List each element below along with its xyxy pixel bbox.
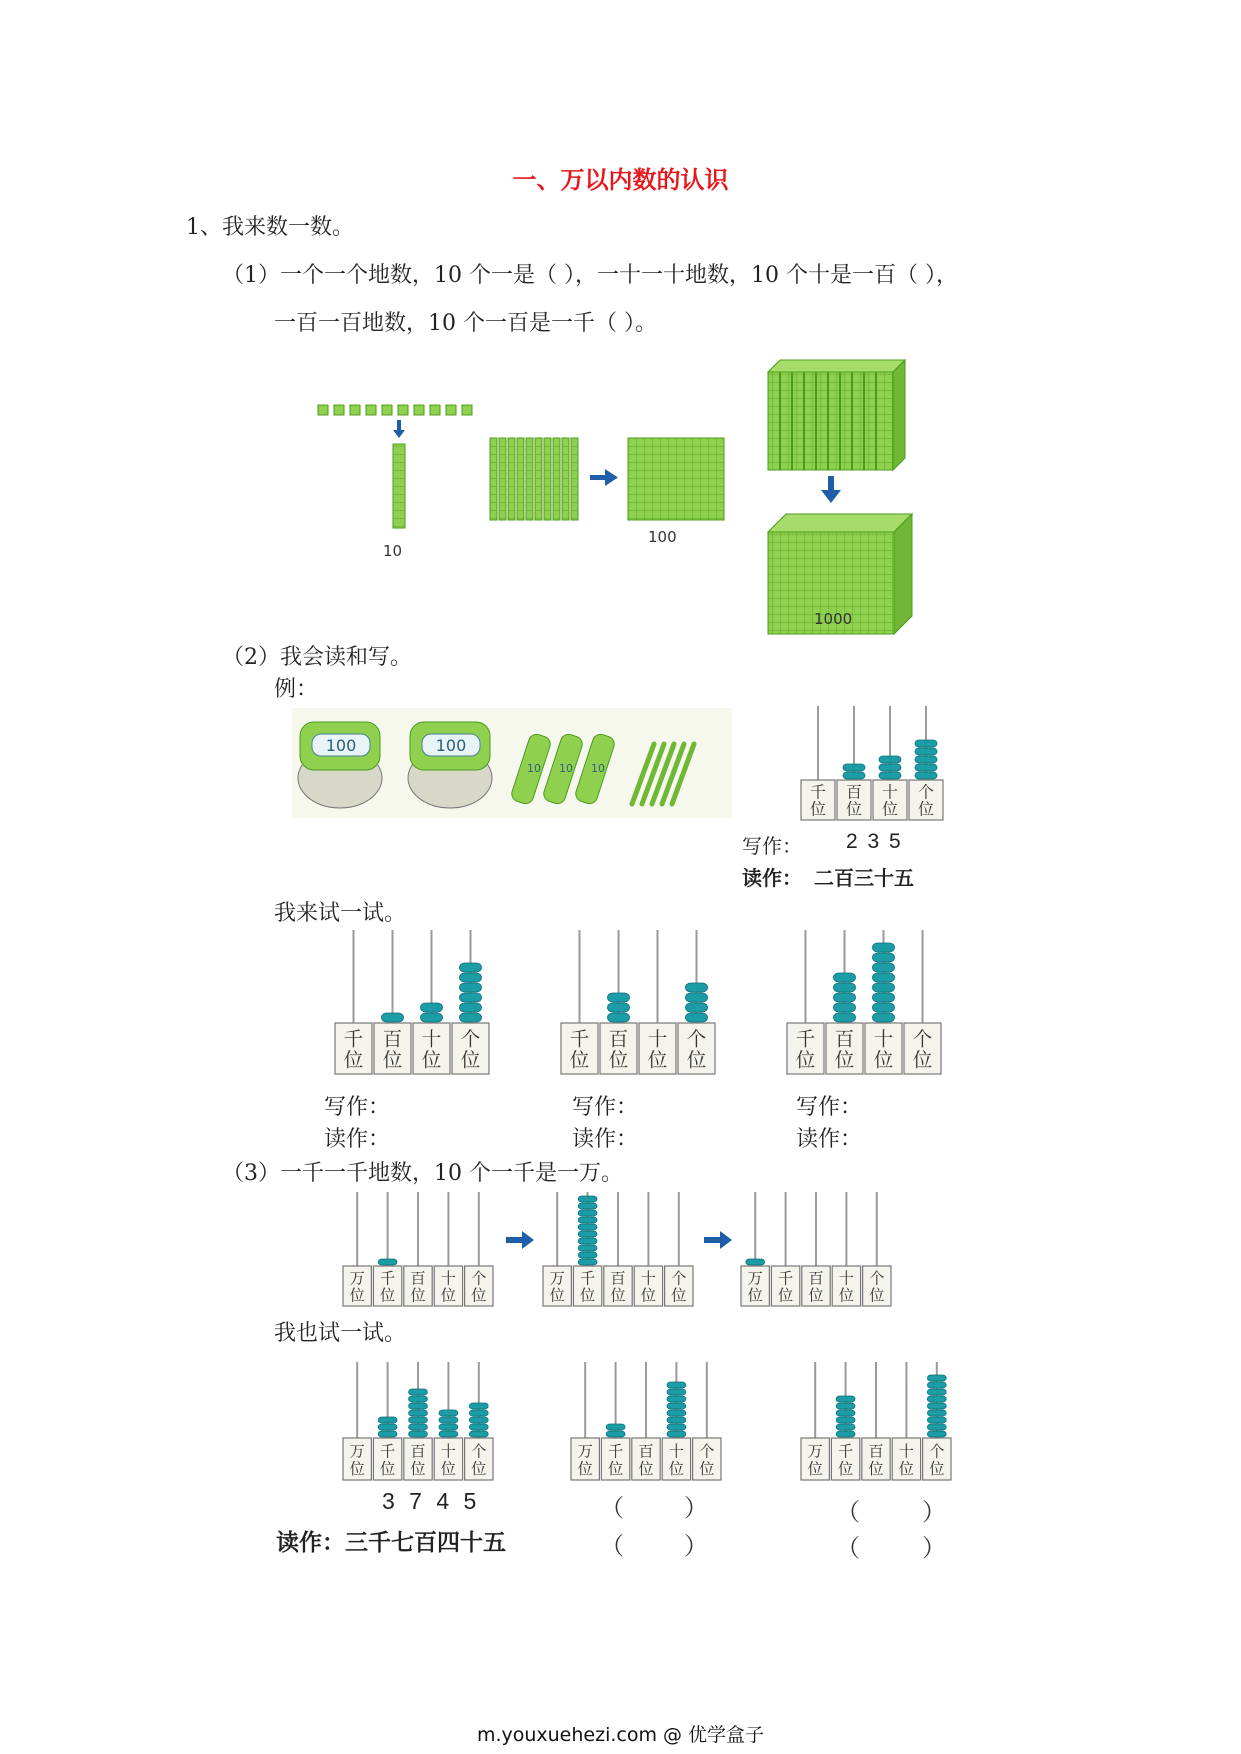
abacus-bead bbox=[686, 1013, 708, 1022]
abacus-place-label: 百 bbox=[610, 1269, 626, 1288]
abacus-place-label: 十 bbox=[873, 1027, 894, 1051]
abacus-bead bbox=[843, 764, 865, 771]
hundred-flats-stack bbox=[768, 360, 905, 470]
abacus-place-label: 位 bbox=[747, 1286, 763, 1305]
try1-write-label-3: 写作： bbox=[796, 1095, 863, 1120]
q1-part1-line1: （1）一个一个地数，10 个一是（ ），一十一十地数，10 个十是一百（ ）， bbox=[222, 263, 958, 288]
abacus-place-label: 位 bbox=[810, 799, 826, 819]
abacus-place-label: 百 bbox=[808, 1269, 824, 1288]
q1-part2-heading: （2）我会读和写。 bbox=[222, 645, 412, 670]
abacus-bead bbox=[578, 1245, 597, 1251]
abacus-bead bbox=[578, 1252, 597, 1258]
abacus-place-label: 位 bbox=[343, 1048, 364, 1072]
abacus-bead bbox=[578, 1231, 597, 1237]
abacus-place-label: 位 bbox=[808, 1286, 824, 1305]
arrow-down-icon bbox=[393, 420, 405, 438]
abacus-place-label: 位 bbox=[410, 1460, 426, 1479]
abacus-bead bbox=[421, 1013, 443, 1022]
abacus-place-label: 万 bbox=[577, 1442, 593, 1461]
try1-abacus-2 bbox=[560, 928, 716, 1076]
abacus-place-label: 百 bbox=[382, 1027, 403, 1051]
abacus-bead bbox=[421, 1003, 443, 1012]
abacus-place-label: 位 bbox=[869, 1286, 885, 1305]
abacus-bead bbox=[834, 973, 856, 982]
abacus-place-label: 千 bbox=[810, 782, 826, 802]
abacus-place-label: 十 bbox=[421, 1027, 442, 1051]
abacus-place-label: 位 bbox=[577, 1460, 593, 1479]
abacus-bead bbox=[409, 1389, 428, 1395]
blank-close-paren: ） bbox=[684, 1494, 708, 1522]
abacus-place-label: 位 bbox=[807, 1460, 823, 1479]
abacus-bead bbox=[927, 1389, 946, 1395]
abacus-place-label: 位 bbox=[380, 1286, 396, 1305]
abacus-bead bbox=[409, 1396, 428, 1402]
abacus-bead bbox=[606, 1424, 625, 1430]
abacus-place-label: 位 bbox=[440, 1286, 456, 1305]
abacus-place-label: 万 bbox=[747, 1269, 763, 1288]
abacus-place-label: 位 bbox=[471, 1286, 487, 1305]
abacus-bead bbox=[469, 1424, 488, 1430]
try1-heading: 我来试一试。 bbox=[274, 901, 407, 926]
abacus-bead bbox=[469, 1410, 488, 1416]
abacus-place-label: 位 bbox=[382, 1048, 403, 1072]
abacus-place-label: 位 bbox=[873, 1048, 894, 1072]
abacus-bead bbox=[460, 1013, 482, 1022]
try1-write-label-2: 写作： bbox=[572, 1095, 639, 1120]
abacus-place-label: 千 bbox=[838, 1442, 854, 1461]
try1-write-label-1: 写作： bbox=[324, 1095, 391, 1120]
abacus-bead bbox=[843, 772, 865, 779]
abacus-place-label: 万 bbox=[807, 1442, 823, 1461]
try1-read-label-3: 读作： bbox=[796, 1127, 863, 1152]
abacus-place-label: 位 bbox=[421, 1048, 442, 1072]
hundred-bundle bbox=[298, 722, 382, 808]
abacus-bead bbox=[439, 1410, 458, 1416]
abacus-place-label: 位 bbox=[608, 1048, 629, 1072]
abacus-bead bbox=[378, 1417, 397, 1423]
abacus-place-label: 位 bbox=[471, 1460, 487, 1479]
hundred-label: 100 bbox=[648, 528, 677, 546]
abacus-bead bbox=[382, 1013, 404, 1022]
abacus-bead bbox=[834, 1013, 856, 1022]
abacus-place-label: 位 bbox=[918, 799, 934, 819]
abacus-bead bbox=[667, 1396, 686, 1402]
abacus-bead bbox=[915, 756, 937, 763]
abacus-place-label: 十 bbox=[440, 1442, 456, 1461]
example-read-value: 二百三十五 bbox=[814, 866, 914, 890]
abacus-bead bbox=[409, 1417, 428, 1423]
abacus-place-label: 个 bbox=[869, 1269, 885, 1288]
blank-open-paren: （ bbox=[600, 1494, 624, 1522]
abacus-bead bbox=[873, 1003, 895, 1012]
abacus-place-label: 位 bbox=[638, 1460, 654, 1479]
abacus-bead bbox=[879, 764, 901, 771]
abacus-place-label: 位 bbox=[868, 1460, 884, 1479]
abacus-bead bbox=[873, 1013, 895, 1022]
abacus-bead bbox=[409, 1431, 428, 1437]
example-write-label: 写作： bbox=[742, 834, 802, 858]
abacus-place-label: 位 bbox=[778, 1286, 794, 1305]
abacus-place-label: 位 bbox=[380, 1460, 396, 1479]
abacus-place-label: 个 bbox=[929, 1442, 945, 1461]
abacus-bead bbox=[873, 943, 895, 952]
abacus-place-label: 十 bbox=[668, 1442, 684, 1461]
try1-abacus-3 bbox=[786, 928, 942, 1076]
blank-close-paren: ） bbox=[922, 1498, 946, 1526]
abacus-place-label: 十 bbox=[898, 1442, 914, 1461]
abacus-bead bbox=[667, 1410, 686, 1416]
abacus-place-label: 万 bbox=[349, 1269, 365, 1288]
abacus-place-label: 百 bbox=[410, 1442, 426, 1461]
abacus-place-label: 位 bbox=[912, 1048, 933, 1072]
abacus-place-label: 位 bbox=[569, 1048, 590, 1072]
abacus-place-label: 千 bbox=[795, 1027, 816, 1051]
blank-open-paren: （ bbox=[836, 1498, 860, 1526]
abacus-bead bbox=[927, 1424, 946, 1430]
arrow-right-icon bbox=[504, 1230, 536, 1250]
abacus-bead bbox=[834, 1003, 856, 1012]
abacus-place-label: 个 bbox=[699, 1442, 715, 1461]
abacus-place-label: 千 bbox=[343, 1027, 364, 1051]
part3-abacus-3 bbox=[740, 1190, 892, 1308]
abacus-place-label: 位 bbox=[440, 1460, 456, 1479]
abacus-bead bbox=[879, 756, 901, 763]
abacus-bead bbox=[927, 1410, 946, 1416]
q1-part3-line: （3）一千一千地数，10 个一千是一万。 bbox=[222, 1161, 623, 1186]
abacus-bead bbox=[460, 1003, 482, 1012]
try2-example-digits: 3 7 4 5 bbox=[382, 1488, 481, 1514]
abacus-place-label: 位 bbox=[686, 1048, 707, 1072]
abacus-place-label: 十 bbox=[882, 782, 898, 802]
hundred-bundle bbox=[408, 722, 492, 808]
abacus-bead bbox=[836, 1431, 855, 1437]
abacus-bead bbox=[578, 1196, 597, 1202]
example-abacus bbox=[800, 704, 944, 822]
abacus-place-label: 个 bbox=[471, 1269, 487, 1288]
abacus-place-label: 位 bbox=[834, 1048, 855, 1072]
abacus-bead bbox=[836, 1403, 855, 1409]
abacus-bead bbox=[915, 772, 937, 779]
abacus-place-label: 位 bbox=[846, 799, 862, 819]
abacus-place-label: 万 bbox=[549, 1269, 565, 1288]
abacus-place-label: 个 bbox=[471, 1442, 487, 1461]
abacus-place-label: 百 bbox=[846, 782, 862, 802]
abacus-place-label: 个 bbox=[671, 1269, 687, 1288]
abacus-bead bbox=[608, 1013, 630, 1022]
abacus-place-label: 位 bbox=[410, 1286, 426, 1305]
bundle-label: 100 bbox=[325, 736, 357, 755]
abacus-place-label: 万 bbox=[349, 1442, 365, 1461]
q1-heading: 1、我来数一数。 bbox=[186, 215, 354, 240]
try2-example-read: 读作：三千七百四十五 bbox=[276, 1529, 506, 1556]
abacus-place-label: 十 bbox=[838, 1269, 854, 1288]
try1-abacus-1 bbox=[334, 928, 490, 1076]
abacus-bead bbox=[409, 1410, 428, 1416]
abacus-bead bbox=[578, 1210, 597, 1216]
abacus-place-label: 百 bbox=[608, 1027, 629, 1051]
abacus-bead bbox=[606, 1431, 625, 1437]
abacus-bead bbox=[439, 1431, 458, 1437]
abacus-place-label: 个 bbox=[918, 782, 934, 802]
abacus-place-label: 百 bbox=[834, 1027, 855, 1051]
abacus-bead bbox=[927, 1396, 946, 1402]
abacus-bead bbox=[927, 1417, 946, 1423]
abacus-place-label: 位 bbox=[668, 1460, 684, 1479]
abacus-bead bbox=[836, 1410, 855, 1416]
abacus-bead bbox=[409, 1403, 428, 1409]
abacus-place-label: 十 bbox=[647, 1027, 668, 1051]
abacus-place-label: 百 bbox=[638, 1442, 654, 1461]
bundle-label: 10 bbox=[527, 762, 541, 775]
abacus-bead bbox=[578, 1238, 597, 1244]
abacus-bead bbox=[836, 1424, 855, 1430]
abacus-bead bbox=[879, 772, 901, 779]
abacus-bead bbox=[608, 1003, 630, 1012]
bundle-label: 100 bbox=[435, 736, 467, 755]
abacus-place-label: 个 bbox=[460, 1027, 481, 1051]
abacus-place-label: 千 bbox=[569, 1027, 590, 1051]
abacus-place-label: 千 bbox=[380, 1269, 396, 1288]
abacus-bead bbox=[927, 1382, 946, 1388]
abacus-bead bbox=[746, 1259, 765, 1265]
abacus-bead bbox=[439, 1424, 458, 1430]
abacus-place-label: 位 bbox=[549, 1286, 565, 1305]
part3-abacus-2 bbox=[542, 1190, 694, 1308]
blank-close-paren: ） bbox=[922, 1534, 946, 1562]
abacus-bead bbox=[834, 993, 856, 1002]
abacus-place-label: 位 bbox=[898, 1460, 914, 1479]
abacus-place-label: 位 bbox=[580, 1286, 596, 1305]
base-ten-blocks-figure bbox=[300, 350, 940, 640]
hundred-flat bbox=[628, 438, 724, 520]
abacus-place-label: 位 bbox=[671, 1286, 687, 1305]
abacus-bead bbox=[578, 1259, 597, 1265]
q1-part1-line2: 一百一百地数，10 个一百是一千（ ）。 bbox=[274, 311, 657, 336]
try2-heading: 我也试一试。 bbox=[274, 1321, 407, 1346]
arrow-right-icon bbox=[590, 469, 618, 486]
abacus-bead bbox=[915, 740, 937, 747]
abacus-bead bbox=[927, 1403, 946, 1409]
abacus-place-label: 位 bbox=[349, 1460, 365, 1479]
abacus-place-label: 十 bbox=[640, 1269, 656, 1288]
footer-watermark: m.youxuehezi.com @ 优学盒子 bbox=[476, 1724, 765, 1746]
abacus-place-label: 千 bbox=[380, 1442, 396, 1461]
abacus-bead bbox=[409, 1424, 428, 1430]
abacus-place-label: 个 bbox=[912, 1027, 933, 1051]
abacus-bead bbox=[608, 993, 630, 1002]
try1-read-label-2: 读作： bbox=[572, 1127, 639, 1152]
abacus-bead bbox=[460, 983, 482, 992]
abacus-bead bbox=[578, 1224, 597, 1230]
abacus-place-label: 百 bbox=[868, 1442, 884, 1461]
abacus-place-label: 千 bbox=[580, 1269, 596, 1288]
abacus-place-label: 位 bbox=[640, 1286, 656, 1305]
abacus-bead bbox=[836, 1417, 855, 1423]
abacus-bead bbox=[578, 1217, 597, 1223]
abacus-place-label: 位 bbox=[647, 1048, 668, 1072]
page-title: 一、万以内数的认识 bbox=[512, 166, 729, 194]
abacus-bead bbox=[667, 1389, 686, 1395]
abacus-place-label: 个 bbox=[686, 1027, 707, 1051]
abacus-bead bbox=[378, 1259, 397, 1265]
abacus-bead bbox=[578, 1203, 597, 1209]
abacus-bead bbox=[873, 953, 895, 962]
abacus-bead bbox=[686, 1003, 708, 1012]
abacus-bead bbox=[460, 963, 482, 972]
abacus-place-label: 位 bbox=[610, 1286, 626, 1305]
abacus-bead bbox=[927, 1431, 946, 1437]
abacus-bead bbox=[927, 1375, 946, 1381]
abacus-bead bbox=[686, 993, 708, 1002]
example-label: 例： bbox=[274, 677, 319, 702]
ten-rods-group bbox=[490, 438, 578, 520]
arrow-right-icon bbox=[702, 1230, 734, 1250]
abacus-bead bbox=[667, 1382, 686, 1388]
abacus-bead bbox=[667, 1424, 686, 1430]
example-read-label: 读作： bbox=[742, 866, 802, 890]
abacus-bead bbox=[460, 973, 482, 982]
thousand-label: 1000 bbox=[814, 610, 853, 628]
abacus-bead bbox=[469, 1417, 488, 1423]
abacus-bead bbox=[915, 764, 937, 771]
blank-open-paren: （ bbox=[600, 1532, 624, 1560]
bundle-label: 10 bbox=[559, 762, 573, 775]
abacus-bead bbox=[834, 983, 856, 992]
example-write-value: 2 3 5 bbox=[846, 830, 903, 853]
abacus-bead bbox=[686, 983, 708, 992]
abacus-bead bbox=[873, 993, 895, 1002]
abacus-place-label: 十 bbox=[440, 1269, 456, 1288]
abacus-bead bbox=[460, 993, 482, 1002]
abacus-bead bbox=[469, 1431, 488, 1437]
abacus-place-label: 位 bbox=[838, 1286, 854, 1305]
bundle-label: 10 bbox=[591, 762, 605, 775]
abacus-place-label: 位 bbox=[349, 1286, 365, 1305]
abacus-place-label: 千 bbox=[608, 1442, 624, 1461]
abacus-place-label: 位 bbox=[882, 799, 898, 819]
abacus-bead bbox=[667, 1431, 686, 1437]
abacus-bead bbox=[469, 1403, 488, 1409]
blank-open-paren: （ bbox=[836, 1534, 860, 1562]
blank-close-paren: ） bbox=[684, 1532, 708, 1560]
abacus-bead bbox=[873, 983, 895, 992]
ten-label: 10 bbox=[383, 542, 403, 560]
part3-abacus-1 bbox=[342, 1190, 494, 1308]
abacus-bead bbox=[873, 963, 895, 972]
bundles-figure bbox=[292, 708, 732, 818]
try2-abacus-3 bbox=[800, 1360, 952, 1482]
abacus-place-label: 位 bbox=[838, 1460, 854, 1479]
try2-abacus-2 bbox=[570, 1360, 722, 1482]
abacus-place-label: 位 bbox=[608, 1460, 624, 1479]
ten-rod bbox=[393, 444, 405, 528]
abacus-place-label: 百 bbox=[410, 1269, 426, 1288]
abacus-place-label: 位 bbox=[929, 1460, 945, 1479]
abacus-place-label: 位 bbox=[699, 1460, 715, 1479]
abacus-bead bbox=[439, 1417, 458, 1423]
abacus-bead bbox=[836, 1396, 855, 1402]
abacus-bead bbox=[378, 1431, 397, 1437]
abacus-bead bbox=[915, 748, 937, 755]
abacus-bead bbox=[667, 1417, 686, 1423]
abacus-bead bbox=[667, 1403, 686, 1409]
abacus-place-label: 位 bbox=[795, 1048, 816, 1072]
abacus-place-label: 位 bbox=[460, 1048, 481, 1072]
abacus-place-label: 千 bbox=[778, 1269, 794, 1288]
try1-read-label-1: 读作： bbox=[324, 1127, 391, 1152]
abacus-bead bbox=[378, 1424, 397, 1430]
arrow-down-icon bbox=[821, 476, 841, 503]
try2-abacus-1 bbox=[342, 1360, 494, 1482]
unit-cubes bbox=[318, 405, 472, 415]
abacus-bead bbox=[873, 973, 895, 982]
